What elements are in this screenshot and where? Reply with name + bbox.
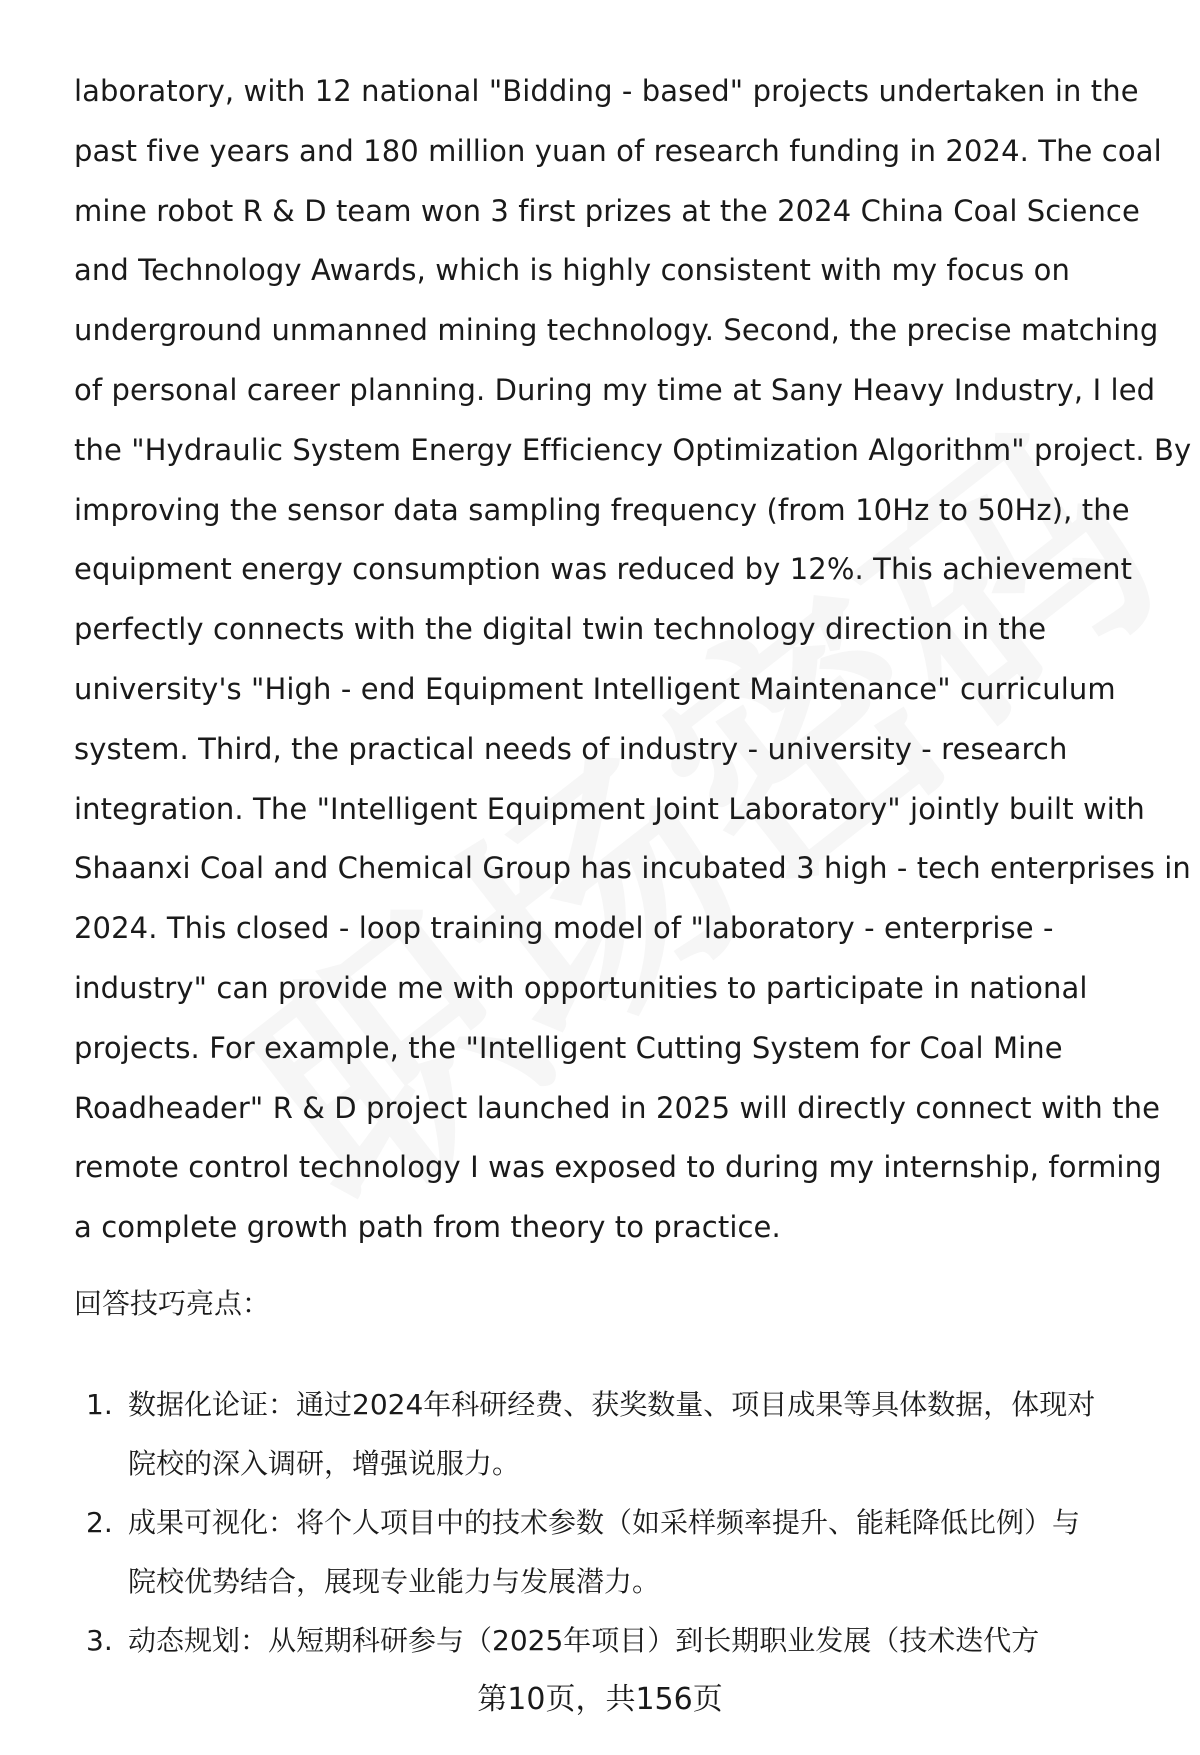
body-line: system. Third, the practical needs of industry - university - research	[74, 731, 1068, 766]
body-line: industry" can provide me with opportunities to participate in national	[74, 970, 1088, 1005]
body-line: Shaanxi Coal and Chemical Group has incubated 3 high - tech enterprises in	[74, 851, 1191, 886]
body-line: 2024. This closed - loop training model of "laboratory - enterprise -	[74, 911, 1054, 946]
list-item-line: 院校优势结合，展现专业能力与发展潜力。	[128, 1565, 661, 1598]
body-line: remote control technology I was exposed to during my internship, forming	[74, 1150, 1162, 1185]
body-line: perfectly connects with the digital twin technology direction in the	[74, 612, 1047, 647]
body-line: mine robot R & D team won 3 first prizes at the 2024 China Coal Science	[74, 193, 1140, 228]
list-item-line: 动态规划：从短期科研参与（2025年项目）到长期职业发展（技术迭代方	[128, 1624, 1040, 1657]
list-item-line: 数据化论证：通过2024年科研经费、获奖数量、项目成果等具体数据，体现对	[128, 1388, 1096, 1421]
list-number: 2.	[86, 1506, 113, 1539]
body-line: integration. The "Intelligent Equipment Joint Laboratory" jointly built with	[74, 791, 1145, 826]
list-item	[74, 1611, 1164, 1670]
body-line: equipment energy consumption was reduced by 12%. This achievement	[74, 552, 1133, 587]
body-line: and Technology Awards, which is highly consistent with my focus on	[74, 253, 1070, 288]
body-line: past five years and 180 million yuan of research funding in 2024. The coal	[74, 133, 1162, 168]
body-line: of personal career planning. During my time at Sany Heavy Industry, I led	[74, 372, 1156, 407]
page-number-footer: 第10页，共156页	[477, 1682, 723, 1717]
body-line: a complete growth path from theory to practice.	[74, 1210, 781, 1245]
body-paragraph	[74, 62, 1192, 1258]
body-line: the "Hydraulic System Energy Efficiency Optimization Algorithm" project. By	[74, 432, 1192, 467]
tips-list	[74, 1375, 1164, 1670]
list-number: 3.	[86, 1624, 113, 1657]
body-line: underground unmanned mining technology. Second, the precise matching	[74, 313, 1159, 348]
list-item-line: 成果可视化：将个人项目中的技术参数（如采样频率提升、能耗降低比例）与	[128, 1506, 1081, 1539]
list-item	[74, 1493, 1164, 1611]
tips-heading: 回答技巧亮点：	[74, 1287, 271, 1320]
body-line: Roadheader" R & D project launched in 2025 will directly connect with the	[74, 1090, 1161, 1125]
body-line: projects. For example, the "Intelligent Cutting System for Coal Mine	[74, 1030, 1063, 1065]
list-number: 1.	[86, 1388, 113, 1421]
body-line: university's "High - end Equipment Intelligent Maintenance" curriculum	[74, 671, 1116, 706]
list-item	[74, 1375, 1164, 1493]
body-line: laboratory, with 12 national "Bidding - based" projects undertaken in the	[74, 74, 1139, 108]
body-line: improving the sensor data sampling frequency (from 10Hz to 50Hz), the	[74, 492, 1130, 527]
list-item-line: 院校的深入调研，增强说服力。	[128, 1447, 521, 1480]
